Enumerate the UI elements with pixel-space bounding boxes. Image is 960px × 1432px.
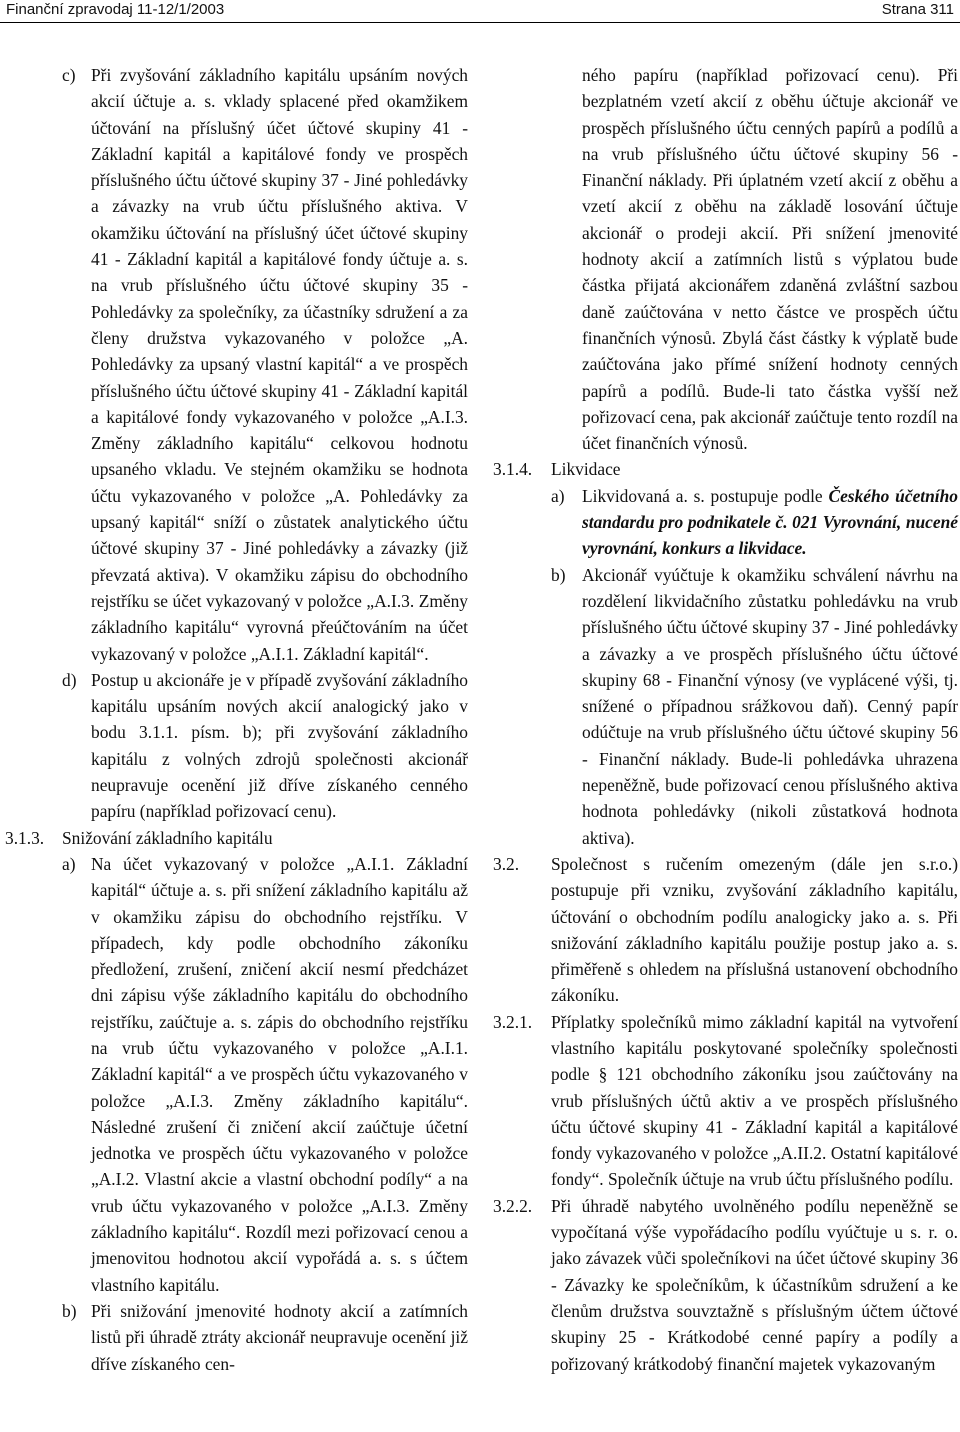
item-d-label: d) bbox=[62, 669, 77, 690]
liquidation-item-a bbox=[493, 483, 958, 562]
liquidation-item-b bbox=[493, 562, 958, 851]
publication-title: Finanční zpravodaj 11-12/1/2003 bbox=[6, 1, 225, 18]
section-3-1-4 bbox=[493, 456, 958, 482]
liquidation-item-a-lead: Likvidovaná a. s. postupuje podle bbox=[582, 485, 829, 506]
page-header bbox=[0, 0, 960, 23]
page-number: Strana 311 bbox=[881, 1, 954, 18]
continued-paragraph bbox=[493, 62, 958, 456]
item-a-text: Na účet vykazovaný v položce „A.I.1. Základní kapitál“ účtuje a. s. při snížení základního kapitálu až v okamžiku zápisu do obchodního rejstříku. V případech, kdy podle obchodního zákoníku předložení, zrušení, zničení akcií nesmí předcházet dni zápisu výše základního kapitálu do obchodního rejstříku, zaúčtuje a. s. zápis do obchodního rejstříku na vrub účtu vykazovaného v položce „A.I.1. Základní kapitál“ a ve prospěch účtu vykazovaného v položce „A.I.3. Změny základního kapitálu“. Následné zrušení či zničení akcií zaúčtuje účetní jednotka ve prospěch účtu vykazovaného v položce „A.I.2. Vlastní akcie a vlastní obchodní podíly“ a na vrub účtu vykazovaného v položce „A.I.3. Změny základního kapitálu“. Rozdíl mezi pořizovací cenou a jmenovitou hodnotou akcií vypořádá a. s. s účtem vlastního kapitálu. bbox=[91, 853, 468, 1295]
item-d bbox=[62, 667, 468, 825]
item-b-text: Při snižování jmenovité hodnoty akcií a zatímních listů při úhradě ztráty akcionář neupravuje ocenění již dříve získaného cen- bbox=[91, 1300, 468, 1374]
liquidation-item-a-text bbox=[582, 483, 958, 562]
section-3-2-1-text: Příplatky společníků mimo základní kapitál na vytvoření vlastního kapitálu poskytované společníky společnosti podle § 121 obchodního zákoníku jsou zaúčtovány na vrub příslušných účtů aktiv a ve prospěch příslušného účtu účtové skupiny 41 - Základní kapitál a kapitálové fondy vykazovaného v položce „A.II.2. Ostatní kapitálové fondy“. Společník účtuje na vrub účtu příslušného podílu. bbox=[551, 1011, 958, 1190]
item-c-label: c) bbox=[62, 65, 76, 85]
item-c-text: Při zvyšování základního kapitálu upsáním nových akcií účtuje a. s. vklady splacené před okamžikem účtování na příslušný účet účtové skupiny 41 - Základní kapitál a kapitálové fondy ve prospěch příslušného účtu účtové skupiny 37 - Jiné pohledávky a závazky na vrub účtu příslušného aktiva. V okamžiku účtování na příslušný účet účtové skupiny 41 - Základní kapitál a kapitálové fondy účtuje a. s. na vrub příslušného účtu účtové skupiny 35 - Pohledávky za společníky, za účastníky sdružení a za členy družstva vykazovaného v položce „A. Pohledávky za upsaný vlastní kapitál“ a ve prospěch příslušného účtu účtové skupiny 41 - Základní kapitál a kapitálové fondy vykazovaného v položce „A.I.3. Změny základního kapitálu“ celkovou hodnotu upsaného vkladu. Ve stejném okamžiku se hodnota účtu vykazovaného v položce „A. Pohledávky za upsaný kapitál“ sníží o zůstatek analytického účtu účtové skupiny 37 - Jiné pohledávky a závazky (již převzatá aktiva). V okamžiku zápisu do obchodního rejstříku se účet vykazovaný v položce „A.I.3. Změny základního kapitálu“ vyrovná přeúčtováním na účet vykazovaný v položce „A.I.1. Základní kapitál“. bbox=[91, 65, 468, 664]
section-3-1-3-title: Snižování základního kapitálu bbox=[62, 827, 273, 848]
section-3-2-1-label: 3.2.1. bbox=[493, 1011, 533, 1032]
section-3-2-2-text: Při úhradě nabytého uvolněného podílu nepeněžně se vypočítaná výše vypořádacího podílu vyúčtuje u s. r. o. jako závazek vůči společníkovi na účet účtové skupiny 36 - Závazky ke společníkům, k účastníkům sdružení a ke členům družstva souvztažně s příslušným účtem účtové skupiny 25 - Krátkodobé cenné papíry a podíly a pořizovaný krátkodobý finanční majetek vykazovaným bbox=[551, 1195, 958, 1374]
section-3-1-4-title: Likvidace bbox=[551, 459, 621, 480]
section-3-2-label: 3.2. bbox=[493, 853, 520, 874]
liquidation-item-a-label: a) bbox=[551, 485, 565, 506]
section-3-2-2-label: 3.2.2. bbox=[493, 1195, 533, 1216]
item-d-text: Postup u akcionáře je v případě zvyšování základního kapitálu upsáním nových akcií analogický jako v bodu 3.1.1. písm. b); při zvyšování základního kapitálu z volných zdrojů společnosti akcionář neupravuje ocenění již dříve získaného cenného papíru (například pořizovací cenu). bbox=[91, 669, 468, 822]
section-3-1-3-label: 3.1.3. bbox=[5, 827, 45, 848]
item-b bbox=[62, 1298, 468, 1377]
standard-reference: Českého účetního standardu pro podnikatele č. 021 Vyrovnání, nucené vyrovnání, konkurs a likvidace. bbox=[582, 485, 958, 559]
liquidation-item-b-label: b) bbox=[551, 564, 566, 585]
section-3-2-2 bbox=[493, 1193, 958, 1377]
left-column bbox=[5, 62, 468, 1377]
section-3-1-3 bbox=[5, 825, 468, 851]
section-3-1-4-label: 3.1.4. bbox=[493, 459, 533, 480]
section-3-2-1 bbox=[493, 1009, 958, 1193]
item-c bbox=[62, 62, 468, 667]
section-3-2-text: Společnost s ručením omezeným (dále jen s.r.o.) postupuje při vzniku, zvyšování základního kapitálu, účtování o obchodním podílu analogicky jako a. s. Při snižování základního kapitálu použije postup jako a. s. přiměřeně s ohledem na příslušná ustanovení obchodního zákoníku. bbox=[551, 853, 958, 1006]
liquidation-item-b-text: Akcionář vyúčtuje k okamžiku schválení návrhu na rozdělení likvidačního zůstatku pohledávku na vrub příslušného účtu účtové skupiny 37 - Jiné pohledávky a závazky a ve prospěch příslušného účtu účtové skupiny 68 - Finanční výnosy (ve vyplácené výši, tj. snížené o případnou srážkovou daň). Cenný papír odúčtuje na vrub příslušného účtu účtové skupiny 56 - Finanční náklady. Bude-li pohledávka uhrazena nepeněžně, bude pořizovací cenou příslušného aktiva hodnota pohledávky (nikoli zůstatková hodnota aktiva). bbox=[582, 564, 958, 848]
right-column bbox=[493, 62, 958, 1377]
item-a bbox=[62, 851, 468, 1298]
section-3-2 bbox=[493, 851, 958, 1009]
continued-text: ného papíru (například pořizovací cenu). Při bezplatném vzetí akcií z oběhu účtuje akcionář ve prospěch příslušného účtu cenných papírů a podílů a na vrub příslušného účtu účtové skupiny 56 - Finanční náklady. Při úplatném vzetí akcií z oběhu a vzetí akcií z oběhu na základě losování účtuje akcionář o prodeji akcií. Při snížení jmenovité hodnoty akcií a zatímních listů s výplatou bude částka přijatá akcionářem zdaněná zvláštní sazbou daně zaúčtována v netto částce ve prospěch účtu finančních výnosů. Zbylá část částky k výplatě bude zaúčtována jako přímé snížení hodnoty cenných papírů a podílů. Bude-li tato částka vyšší než pořizovací cena, pak akcionář zaúčtuje tento rozdíl na účet finančních výnosů. bbox=[582, 65, 958, 454]
item-b-label: b) bbox=[62, 1300, 77, 1321]
item-a-label: a) bbox=[62, 853, 76, 874]
